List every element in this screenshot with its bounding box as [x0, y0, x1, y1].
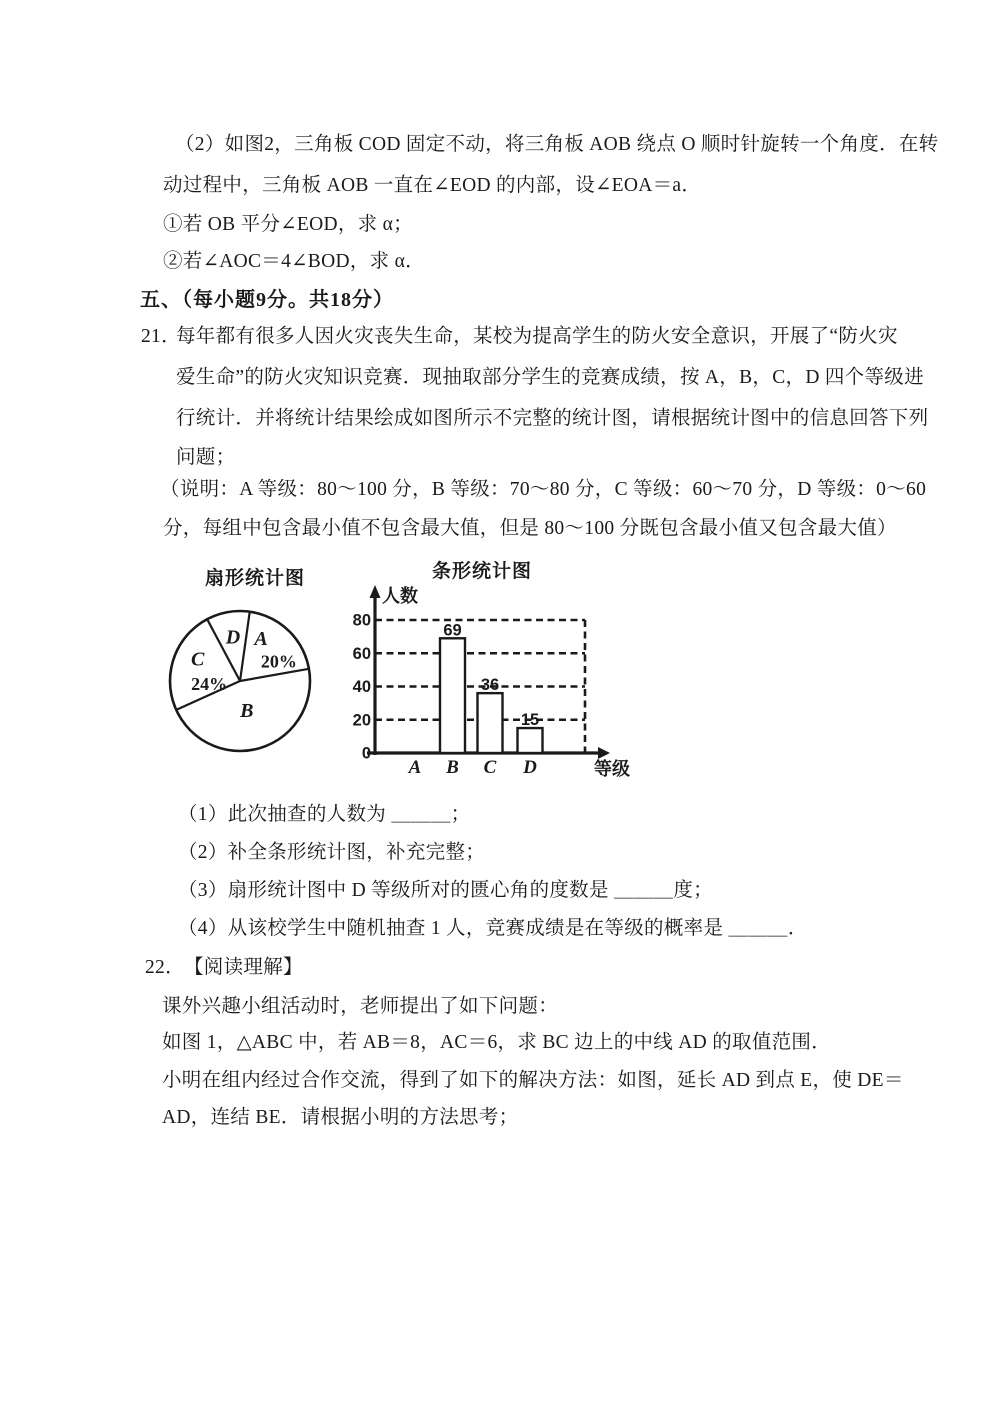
bar-chart-title: 条形统计图: [432, 561, 533, 582]
problem21-line-2: 爱生命”的防火灾知识竞赛．现抽取部分学生的竞赛成绩，按 A，B，C，D 四个等级进: [176, 367, 924, 388]
problem21-line-3: 行统计．并将统计结果绘成如图所示不完整的统计图，请根据统计图中的信息回答下列: [176, 408, 929, 429]
problem21-question-3: （3）扇形统计图中 D 等级所对的匮心角的度数是 ＿＿＿度；: [178, 880, 713, 901]
bar-C: [478, 693, 503, 753]
problem22-line-4: AD，连结 BE．请根据小明的方法思考；: [162, 1107, 519, 1128]
bar-value-label: 69: [443, 621, 462, 640]
geometry-problem-line-1: （2）如图2，三角板 COD 固定不动，将三角板 AOB 绕点 O 顺时针旋转一个角度．在转: [175, 134, 939, 155]
x-category-label: D: [523, 757, 537, 778]
problem22-line-2: 如图 1，△ABC 中，若 AB＝8，AC＝6，求 BC 边上的中线 AD 的取值范围．: [162, 1032, 832, 1053]
x-axis-title: 等级: [594, 759, 630, 779]
problem22-title: 【阅读理解】: [184, 957, 303, 978]
pie-chart: [165, 598, 320, 763]
problem22-line-3: 小明在组内经过合作交流，得到了如下的解决方法：如图，延长 AD 到点 E，使 DE＝: [162, 1070, 904, 1091]
pie-slice-label: A: [254, 627, 268, 650]
geometry-problem-sub-1: ①若 OB 平分∠EOD，求 α；: [163, 214, 413, 235]
y-axis-title: 人数: [382, 586, 418, 606]
problem21-question-1: （1）此次抽查的人数为 ＿＿＿；: [178, 804, 471, 825]
problem21-question-4: （4）从该校学生中随机抽查 1 人，竞赛成绩是在等级的概率是 ＿＿＿．: [178, 918, 808, 939]
problem21-line-1: 每年都有很多人因火灾丧失生命，某校为提高学生的防火安全意识，开展了“防火灾: [176, 326, 898, 347]
bar-B: [440, 638, 465, 753]
x-category-label: C: [483, 757, 497, 778]
pie-slice-label: B: [240, 700, 254, 723]
section-heading: 五、（每小题9分。共18分）: [140, 289, 394, 311]
problem21-number: 21．: [141, 326, 181, 347]
pie-slice-boundary: [240, 612, 250, 681]
problem22-number: 22．: [145, 957, 185, 978]
pie-chart-title: 扇形统计图: [205, 568, 306, 589]
x-category-label: A: [408, 757, 422, 778]
x-axis-arrow-icon: [598, 747, 610, 759]
pie-slice-label: D: [225, 626, 241, 649]
pie-slice-label: C: [190, 648, 205, 671]
y-tick-label: 0: [361, 744, 371, 763]
bar-D: [518, 728, 543, 753]
problem21-question-2: （2）补全条形统计图，补充完整；: [178, 842, 486, 863]
bar-chart: [352, 583, 658, 788]
bar-value-label: 36: [480, 676, 500, 695]
problem21-note-2: 分，每组中包含最小值不包含最大值，但是 80～100 分既包含最小值又包含最大值）: [163, 518, 897, 539]
geometry-problem-sub-2: ②若∠AOC＝4∠BOD，求 α．: [163, 251, 425, 272]
pie-slice-percent: 20%: [260, 651, 297, 672]
problem22-line-1: 课外兴趣小组活动时，老师提出了如下问题：: [162, 996, 559, 1017]
y-tick-label: 20: [352, 711, 371, 730]
problem21-note-1: （说明：A 等级：80～100 分，B 等级：70～80 分，C 等级：60～70 分，D 等级：0～60: [160, 479, 927, 500]
bar-value-label: 15: [520, 711, 540, 730]
problem21-line-4: 问题；: [176, 447, 236, 468]
y-tick-label: 60: [352, 644, 371, 663]
y-axis-arrow-icon: [370, 585, 381, 598]
y-tick-label: 40: [352, 678, 371, 696]
x-category-label: B: [446, 757, 459, 778]
y-tick-label: 80: [352, 611, 371, 630]
pie-slice-percent: 24%: [191, 674, 228, 695]
geometry-problem-line-2: 动过程中，三角板 AOB 一直在∠EOD 的内部，设∠EOA＝a．: [163, 175, 702, 196]
